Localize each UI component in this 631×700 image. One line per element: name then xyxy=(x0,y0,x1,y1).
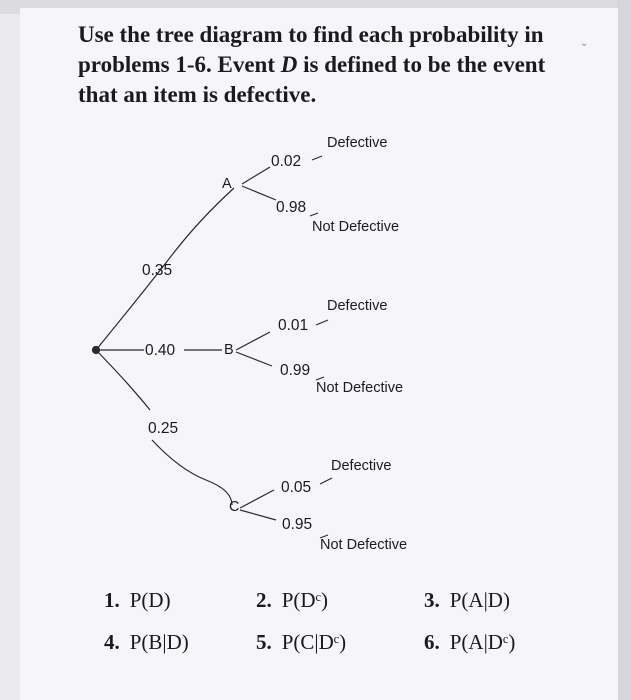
event-d-symbol: D xyxy=(280,52,298,77)
stray-mark: ⌄ xyxy=(580,38,589,49)
tick-a-defective xyxy=(312,156,322,160)
branch-c-not-defective xyxy=(240,510,276,520)
tick-c-defective xyxy=(320,478,332,484)
c-outcome-1-prob: 0.05 xyxy=(281,479,312,496)
branch-c-defective xyxy=(240,490,274,508)
b-outcome-2-label: Not Defective xyxy=(316,380,404,396)
branch-c-prob: 0.25 xyxy=(148,420,179,437)
branch-a-not-defective xyxy=(242,186,276,200)
problem-4 xyxy=(104,630,189,655)
branch-root-c-lower xyxy=(152,440,232,505)
problem-6 xyxy=(424,630,515,655)
problem-2-number: 2. xyxy=(256,588,272,612)
tick-a-not-defective xyxy=(310,213,318,216)
problem-4-expression: P(B|D) xyxy=(129,630,189,654)
problem-2-expression: P(Dᶜ) xyxy=(281,588,328,612)
branch-a-prob: 0.35 xyxy=(142,262,173,279)
problem-3-number: 3. xyxy=(424,588,440,612)
problem-5 xyxy=(256,630,346,655)
node-b-label: B xyxy=(224,342,234,358)
branch-b-not-defective xyxy=(236,352,272,366)
a-outcome-2-prob: 0.98 xyxy=(276,199,307,216)
instructions-part-2: is defined to be the event that an item is defective. xyxy=(78,52,546,107)
branch-a-defective xyxy=(242,167,270,184)
b-outcome-1-prob: 0.01 xyxy=(278,317,309,334)
branch-b-defective xyxy=(236,332,270,350)
instructions-part-1: Use the tree diagram to find each probability in problems 1-6. Event xyxy=(78,22,544,77)
b-outcome-1-label: Defective xyxy=(327,298,388,314)
problem-5-expression: P(C|Dᶜ) xyxy=(281,630,347,654)
a-outcome-2-label: Not Defective xyxy=(312,219,400,235)
branch-b-prob: 0.40 xyxy=(145,342,176,359)
problem-6-expression: P(A|Dᶜ) xyxy=(449,630,516,654)
branch-root-c-upper xyxy=(96,350,150,410)
problem-4-number: 4. xyxy=(104,630,120,654)
problem-1-number: 1. xyxy=(104,588,120,612)
problem-3-expression: P(A|D) xyxy=(449,588,510,612)
node-c-label: C xyxy=(229,499,240,515)
c-outcome-2-label: Not Defective xyxy=(320,537,408,553)
a-outcome-1-label: Defective xyxy=(327,135,388,151)
problem-6-number: 6. xyxy=(424,630,440,654)
problem-3 xyxy=(424,588,510,613)
node-a-label: A xyxy=(222,176,232,192)
tick-b-defective xyxy=(316,320,328,325)
a-outcome-1-prob: 0.02 xyxy=(271,153,302,170)
b-outcome-2-prob: 0.99 xyxy=(280,362,311,379)
problem-1-expression: P(D) xyxy=(129,588,171,612)
problem-1 xyxy=(104,588,171,613)
problem-5-number: 5. xyxy=(256,630,272,654)
problem-2 xyxy=(256,588,328,613)
c-outcome-1-label: Defective xyxy=(331,458,392,474)
c-outcome-2-prob: 0.95 xyxy=(282,516,313,533)
